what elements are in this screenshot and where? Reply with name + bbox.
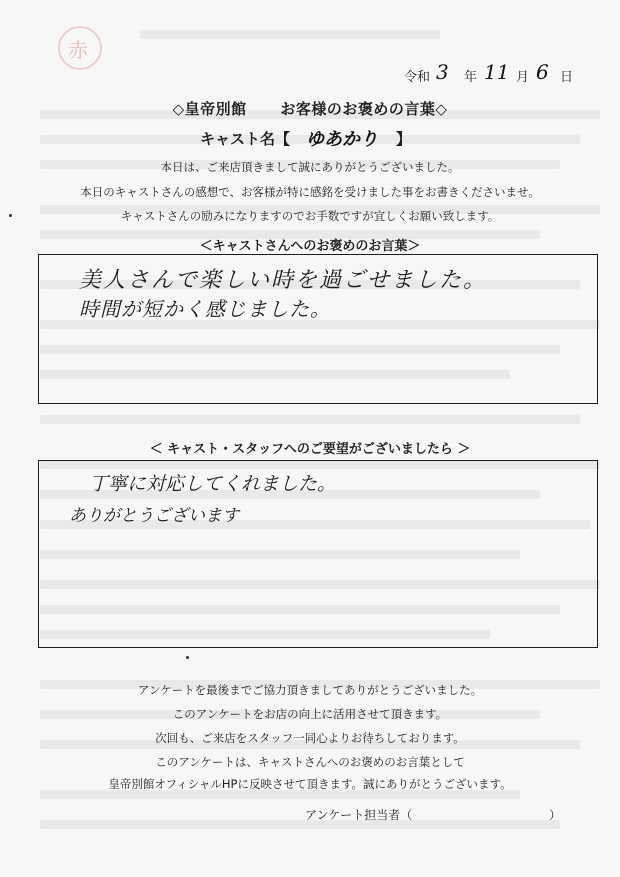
date-month-unit: 月 <box>516 70 530 85</box>
date-day-unit: 日 <box>560 70 574 85</box>
request-box <box>38 460 598 648</box>
red-stamp-mark: 赤 <box>58 26 102 70</box>
intro-line-1: 本日は、ご来店頂きまして誠にありがとうございました。 <box>160 160 460 174</box>
praise-box <box>38 254 598 404</box>
cast-name-line <box>200 128 480 152</box>
praise-handwriting-line-2: 時間が短かく感じました。 <box>79 297 331 321</box>
survey-staff-close: ） <box>549 808 562 822</box>
intro-line-3: キャストさんの励みになりますのでお手数ですが宜しくお願い致します。 <box>120 209 500 223</box>
request-handwriting-line-1: 丁寧に対応してくれました。 <box>89 473 337 495</box>
date-month-value: 11 <box>484 60 510 84</box>
request-section-label: ＜ キャスト・スタッフへのご要望がございましたら ＞ <box>149 442 471 457</box>
date-day-value: 6 <box>536 60 549 84</box>
page-title <box>0 98 620 119</box>
closing-line-2: このアンケートをお店の向上に活用させて頂きます。 <box>172 707 448 721</box>
closing-line-5: 皇帝別館オフィシャルHPに反映させて頂きます。誠にありがとうございます。 <box>108 777 512 791</box>
closing-line-3: 次回も、ご来店をスタッフ一同心よりお待ちしております。 <box>155 731 465 745</box>
closing-line-1: アンケートを最後までご協力頂きましてありがとうございました。 <box>137 683 483 697</box>
praise-section-label: ＜キャストさんへのお褒めのお言葉＞ <box>199 239 421 254</box>
date-year-value: 3 <box>436 60 449 84</box>
date-era: 令和 <box>404 70 431 85</box>
survey-staff-line <box>305 806 565 826</box>
praise-handwriting-line-1: 美人さんで楽しい時を過ごせました。 <box>79 268 488 293</box>
survey-staff-label: アンケート担当者（ <box>305 808 413 822</box>
date-year-unit: 年 <box>464 70 478 85</box>
cast-name-close: 】 <box>396 130 412 148</box>
speck-mark <box>186 656 189 659</box>
title-heading: お客様のお褒めの言葉◇ <box>280 100 448 118</box>
closing-line-4: このアンケートは、キャストさんへのお褒めのお言葉として <box>155 755 465 769</box>
cast-name-label: キャスト名【 <box>200 130 291 148</box>
date-line <box>400 60 600 90</box>
cast-name-value: ゆあかり <box>306 129 378 150</box>
request-handwriting-line-2: ありがとうございます <box>69 506 239 526</box>
speck-mark <box>9 214 12 217</box>
venue-name: ◇皇帝別館 <box>172 100 247 118</box>
intro-line-2: 本日のキャストさんの感想で、お客様が特に感銘を受けました事をお書きくださいませ。 <box>80 185 540 199</box>
